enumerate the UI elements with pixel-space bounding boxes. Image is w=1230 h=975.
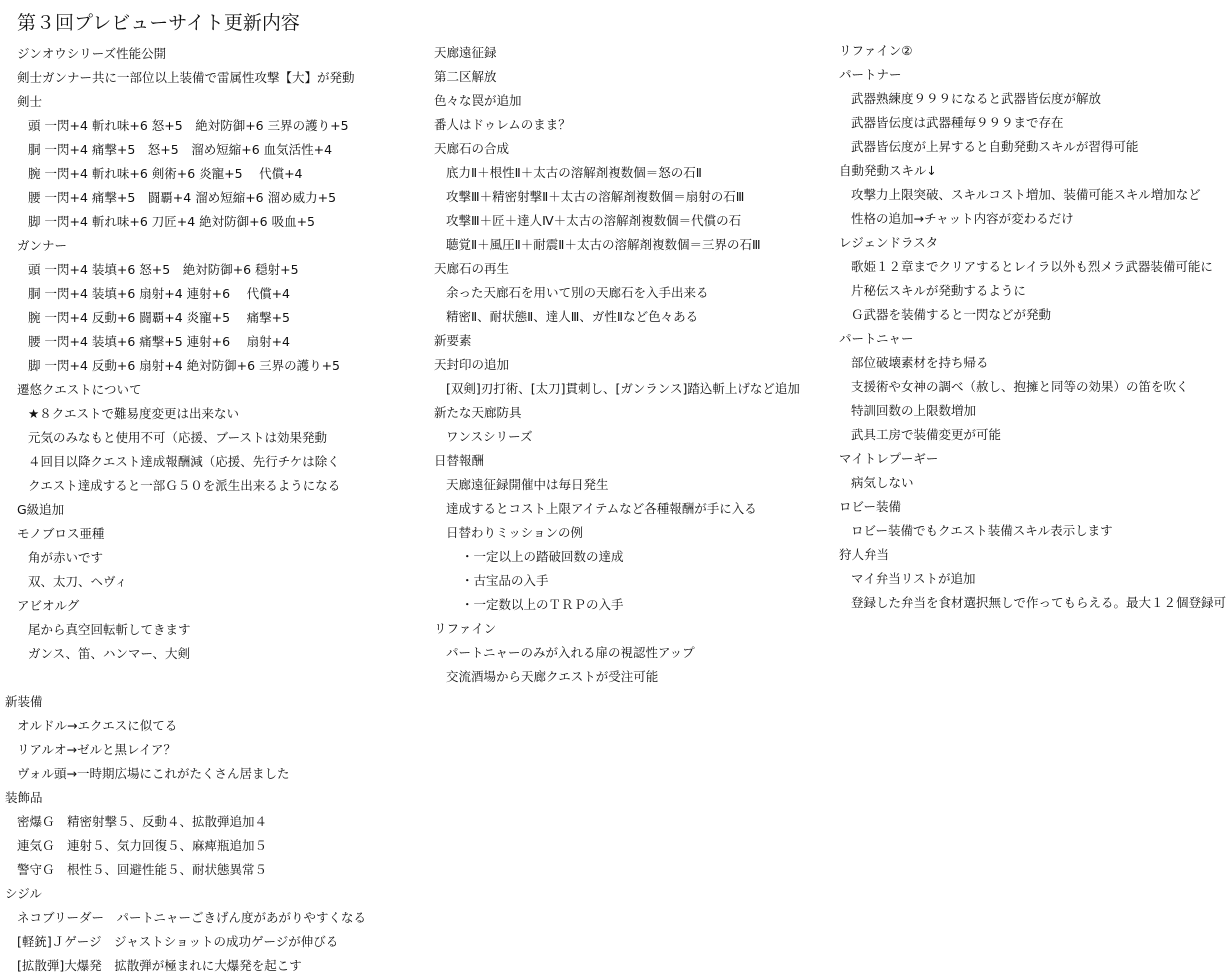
list-item: 日替わりミッションの例	[446, 525, 584, 540]
list-item: 攻撃Ⅲ＋精密射撃Ⅱ＋太古の溶解剤複数個＝扇射の石Ⅲ	[446, 189, 745, 204]
list-item: 部位破壊素材を持ち帰る	[851, 355, 989, 370]
list-item: [拡散弾]大爆発 拡散弾が極まれに大爆発を起こす	[17, 958, 302, 973]
list-item: モノブロス亜種	[17, 526, 105, 541]
list-item: 武器皆伝度は武器種毎９９９まで存在	[851, 115, 1064, 130]
section-heading: リファイン②	[839, 43, 913, 58]
list-item: 武具工房で装備変更が可能	[851, 427, 1002, 442]
section-heading: 天廊遠征録	[434, 45, 497, 60]
list-item: 胴 一閃+4 装填+6 扇射+4 連射+6 代償+4	[28, 286, 291, 301]
section-heading: レジェンドラスタ	[839, 235, 939, 250]
list-item: 連気Ｇ 連射５、気力回復５、麻痺瓶追加５	[17, 838, 268, 853]
list-item: 脚 一閃+4 反動+6 扇射+4 絶対防御+6 三界の護り+5	[28, 358, 341, 373]
list-item: G級追加	[17, 502, 65, 517]
list-item: 病気しない	[851, 475, 914, 490]
list-item: 武器皆伝度が上昇すると自動発動スキルが習得可能	[851, 139, 1139, 154]
list-item: ガンス、笛、ハンマー、大剣	[28, 646, 191, 661]
list-item: 元気のみなもと使用不可（応援、ブーストは効果発動	[28, 430, 328, 445]
list-item: 攻撃力上限突破、スキルコスト増加、装備可能スキル増加など	[851, 187, 1201, 202]
section-heading: 番人はドゥレムのまま？	[434, 117, 571, 132]
list-item: ４回目以降クエスト達成報酬減（応援、先行チケは除く	[28, 454, 340, 469]
list-item: 尾から真空回転斬してきます	[28, 622, 191, 637]
section-heading: 新たな天廊防具	[434, 405, 522, 420]
list-item: 腰 一閃+4 痛撃+5 闘覇+4 溜め短縮+6 溜め威力+5	[28, 190, 337, 205]
list-item: 頭 一閃+4 装填+6 怒+5 絶対防御+6 穏射+5	[28, 262, 299, 277]
list-item: ガンナー	[17, 238, 68, 253]
section-heading: 狩人弁当	[839, 547, 890, 562]
list-item: Ｇ武器を装備すると一閃などが発動	[851, 307, 1052, 322]
list-item: 登録した弁当を食材選択無しで作ってもらえる。最大１２個登録可	[851, 595, 1227, 610]
list-item: [双剣]刃打術、[太刀]貫刺し、[ガンランス]踏込斬上げなど追加	[446, 381, 800, 396]
list-item: 攻撃Ⅲ＋匠＋達人Ⅳ＋太古の溶解剤複数個＝代償の石	[446, 213, 742, 228]
list-item: 角が赤いです	[28, 550, 104, 565]
list-item: 精密Ⅱ、耐状態Ⅱ、達人Ⅲ、ガ性Ⅱなど色々ある	[446, 309, 699, 324]
page-title: 第３回プレビューサイト更新内容	[17, 12, 300, 34]
section-heading: 天廊石の再生	[434, 261, 510, 276]
section-heading: 新装備	[5, 694, 43, 709]
list-item: 双、太刀、ヘヴィ	[28, 574, 128, 589]
section-heading: 自動発動スキル↓	[839, 163, 937, 178]
section-heading: リファイン	[434, 621, 497, 636]
list-item: ・古宝品の入手	[461, 573, 549, 588]
list-item: ロビー装備でもクエスト装備スキル表示します	[851, 523, 1113, 538]
section-heading: 第二区解放	[434, 69, 497, 84]
list-item: 交流酒場から天廊クエストが受注可能	[446, 669, 659, 684]
list-item: 腕 一閃+4 反動+6 闘覇+4 炎寵+5 痛撃+5	[28, 310, 291, 325]
list-item: 底力Ⅱ＋根性Ⅱ＋太古の溶解剤複数個＝怒の石Ⅱ	[446, 165, 702, 180]
section-heading: パートニャー	[839, 331, 914, 346]
list-item: マイ弁当リストが追加	[851, 571, 976, 586]
section-heading: ロビー装備	[839, 499, 902, 514]
list-item: 達成するとコスト上限アイテムなど各種報酬が手に入る	[446, 501, 757, 516]
list-item: 胴 一閃+4 痛撃+5 怒+5 溜め短縮+6 血気活性+4	[28, 142, 333, 157]
list-item: 密爆Ｇ 精密射撃５、反動４、拡散弾追加４	[17, 814, 268, 829]
list-item: 脚 一閃+4 斬れ味+6 刀匠+4 絶対防御+6 吸血+5	[28, 214, 316, 229]
list-item: オルドル→エクエスに似てる	[17, 718, 178, 733]
list-item: ・一定数以上のＴＲＰの入手	[461, 597, 624, 612]
list-item: ネコブリーダー パートニャーごきげん度があがりやすくなる	[17, 910, 367, 925]
list-item: リアルオ→ゼルと黒レイア？	[17, 742, 176, 757]
section-heading: 天封印の追加	[434, 357, 510, 372]
list-item: 特訓回数の上限数増加	[851, 403, 977, 418]
list-item: 歌姫１２章までクリアするとレイラ以外も烈メラ武器装備可能に	[851, 259, 1213, 274]
section-heading: 日替報酬	[434, 453, 485, 468]
list-item: 武器熟練度９９９になると武器皆伝度が解放	[851, 91, 1102, 106]
list-item: 頭 一閃+4 斬れ味+6 怒+5 絶対防御+6 三界の護り+5	[28, 118, 349, 133]
section-heading: 装飾品	[5, 790, 43, 805]
list-item: 聴覚Ⅱ＋風圧Ⅱ＋耐震Ⅱ＋太古の溶解剤複数個＝三界の石Ⅲ	[446, 237, 761, 252]
section-heading: パートナー	[839, 67, 902, 82]
section-heading: 天廊石の合成	[434, 141, 510, 156]
section-heading: シジル	[5, 886, 42, 901]
list-item: 性格の追加→チャット内容が変わるだけ	[851, 211, 1074, 226]
list-item: 天廊遠征録開催中は毎日発生	[446, 477, 609, 492]
list-item: 剣士	[17, 94, 43, 109]
list-item: 余った天廊石を用いて別の天廊石を入手出来る	[446, 285, 709, 300]
list-item: 腰 一閃+4 装填+6 痛撃+5 連射+6 扇射+4	[28, 334, 291, 349]
list-item: ★８クエストで難易度変更は出来ない	[28, 406, 239, 421]
list-item: パートニャーのみが入れる扉の視認性アップ	[446, 645, 695, 660]
section-heading: 新要素	[434, 333, 472, 348]
list-item: ジンオウシリーズ性能公開	[17, 46, 167, 61]
list-item: ワンスシリーズ	[446, 429, 533, 444]
list-item: 支援術や女神の調べ（赦し、抱擁と同等の効果）の笛を吹く	[851, 379, 1189, 394]
section-heading: 色々な罠が追加	[434, 93, 522, 108]
list-item: アビオルグ	[17, 598, 80, 613]
list-item: クエスト達成すると一部Ｇ５０を派生出来るようになる	[28, 478, 341, 493]
list-item: 遷悠クエストについて	[17, 382, 142, 397]
list-item: ・一定以上の踏破回数の達成	[461, 549, 624, 564]
list-item: 剣士ガンナー共に一部位以上装備で雷属性攻撃【大】が発動	[17, 70, 355, 85]
list-item: 腕 一閃+4 斬れ味+6 剣術+6 炎寵+5 代償+4	[28, 166, 303, 181]
list-item: ヴォル頭→一時期広場にこれがたくさん居ました	[17, 766, 290, 781]
list-item: 片秘伝スキルが発動するように	[851, 283, 1026, 298]
list-item: [軽銃]Ｊゲージ ジャストショットの成功ゲージが伸びる	[17, 934, 339, 949]
section-heading: マイトレプーギー	[839, 451, 939, 466]
list-item: 警守Ｇ 根性５、回避性能５、耐状態異常５	[17, 862, 268, 877]
